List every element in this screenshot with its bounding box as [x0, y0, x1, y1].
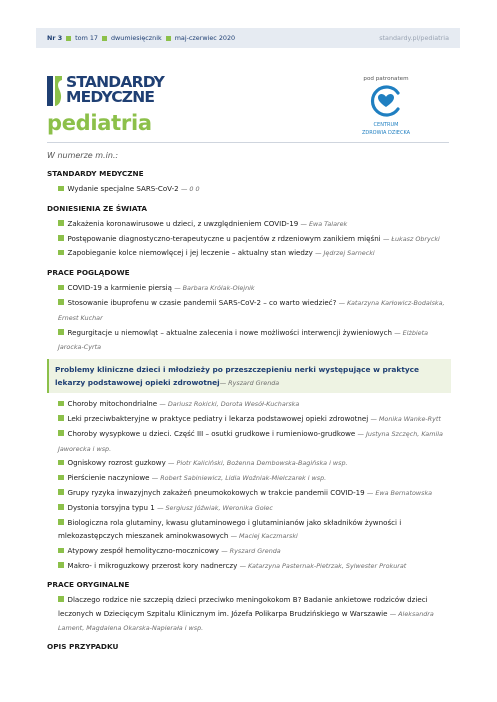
article-authors: — Ryszard Grenda — [221, 547, 281, 556]
toc-item[interactable] — [58, 397, 451, 412]
toc-item[interactable] — [58, 412, 451, 427]
featured-article-title[interactable]: Problemy kliniczne dzieci i młodzieży po przeszczepieniu nerki występujące w praktyce lekarzy podstawowej opieki zdrowotnej — [55, 365, 420, 388]
article-authors: — Piotr Kaliciński, Bożenna Dembowska-Bagińska i wsp. — [168, 459, 348, 468]
bullet-square-icon — [58, 220, 64, 226]
bullet-square-icon — [58, 299, 64, 305]
toc-item[interactable] — [58, 296, 451, 326]
toc-item[interactable] — [58, 486, 451, 501]
article-authors: — Robert Sabiniewicz, Lidia Woźniak-Mielczarek i wsp. — [151, 474, 327, 483]
toc-item[interactable] — [58, 217, 451, 232]
article-authors: — Dariusz Rokicki, Dorota Wesół-Kucharska — [159, 400, 300, 409]
bullet-square-icon — [58, 186, 64, 192]
article-authors: — Ewa Talarek — [300, 219, 348, 228]
bullet-square-icon — [58, 235, 64, 241]
section-heading: STANDARDY MEDYCZNE — [47, 169, 144, 178]
header-divider — [47, 142, 449, 143]
patronage-label: pod patronatem — [363, 76, 409, 82]
toc-item[interactable] — [58, 544, 451, 559]
bullet-square-icon — [58, 519, 64, 525]
article-title[interactable]: Choroby mitochondrialne — [67, 399, 158, 409]
heart-c-icon — [367, 85, 405, 117]
article-authors: — Katarzyna Karłowicz-Bodalska, Ernest Kuchar — [58, 298, 445, 322]
bullet-square-icon — [58, 285, 64, 291]
article-title[interactable]: Ogniskowy rozrost guzkowy — [67, 458, 166, 468]
article-title[interactable]: Pierścienie naczyniowe — [67, 473, 150, 483]
bullet-square-icon — [58, 250, 64, 256]
toc-item[interactable] — [58, 182, 451, 197]
article-title[interactable]: Choroby wysypkowe u dzieci. Część III – osutki grudkowe i rumieniowo-grudkowe — [67, 428, 356, 438]
article-title[interactable]: Grupy ryzyka inwazyjnych zakażeń pneumokokowych w trakcie pandemii COVID-19 — [67, 487, 365, 497]
bullet-square-icon — [58, 489, 64, 495]
separator-square-icon — [66, 36, 71, 41]
logo-line-1: STANDARDY — [66, 73, 165, 91]
bullet-square-icon — [58, 329, 64, 335]
article-authors: — Elżbieta Jarocka-Cyrta — [58, 328, 429, 352]
separator-square-icon — [102, 36, 107, 41]
featured-article[interactable] — [47, 359, 451, 393]
article-authors: — Jędrzej Sarnecki — [315, 249, 375, 258]
volume: tom 17 — [75, 34, 98, 42]
article-title[interactable]: Stosowanie ibuprofenu w czasie pandemii SARS-CoV-2 – co warto wiedzieć? — [67, 297, 337, 307]
toc-item[interactable] — [58, 559, 451, 574]
article-title[interactable]: Dystonia torsyjna typu 1 — [67, 502, 155, 512]
standardy-logo-icon — [47, 76, 62, 106]
article-authors: — Ewa Bernatowska — [366, 488, 433, 497]
article-title[interactable]: Makro- i mikroguzkowy przerost kory nadnerczy — [67, 560, 238, 570]
section-heading: PRACE POGLĄDOWE — [47, 268, 130, 278]
article-authors: — Katarzyna Pasternak-Pietrzak, Sylwester Prokurat — [239, 561, 407, 570]
article-title[interactable]: Biologiczna rola glutaminy, kwasu glutaminowego i glutaminianów jako składników żywności i mlekozastępczych mieszanek aminokwasowych — [58, 517, 402, 541]
article-authors: — Justyna Szczęch, Kamila Jaworecka i wsp. — [58, 429, 443, 453]
toc-item[interactable] — [58, 427, 451, 457]
table-of-contents — [47, 151, 451, 655]
article-title[interactable]: Postępowanie diagnostyczno-terapeutyczne u pacjentów z rdzeniowym zanikiem mięśni — [67, 233, 381, 243]
bullet-square-icon — [58, 415, 64, 421]
bullet-square-icon — [58, 562, 64, 568]
bullet-square-icon — [58, 475, 64, 481]
toc-item[interactable] — [58, 516, 451, 545]
toc-item[interactable] — [58, 471, 451, 486]
section-heading: DONIESIENIA ZE ŚWIATA — [47, 203, 148, 213]
toc-intro: W numerze m.in.: — [47, 151, 119, 160]
bullet-square-icon — [58, 596, 64, 602]
article-authors: — Aleksandra Lament, Magdalena Okarska-Napierała i wsp. — [58, 609, 434, 633]
article-title[interactable]: Atypowy zespół hemolityczno-mocznicowy — [67, 546, 219, 556]
section-heading: PRACE ORYGINALNE — [47, 579, 130, 589]
bullet-square-icon — [58, 430, 64, 436]
patronage-block — [356, 76, 416, 136]
toc-item[interactable] — [58, 281, 451, 296]
section-heading: OPIS PRZYPADKU — [47, 642, 119, 652]
article-title[interactable]: COVID-19 a karmienie piersią — [67, 283, 172, 293]
featured-article-authors: — Ryszard Grenda — [219, 379, 280, 388]
article-authors: — Monika Wanke-Rytt — [370, 414, 441, 423]
article-title[interactable]: Zakażenia koronawirusowe u dzieci, z uwzględnieniem COVID-19 — [67, 218, 299, 228]
article-authors: — Łukasz Obrycki — [382, 234, 440, 243]
toc-item[interactable] — [58, 232, 451, 247]
bullet-square-icon — [58, 548, 64, 554]
article-authors: — Maciej Kaczmarski — [230, 532, 298, 541]
frequency: dwumiesięcznik — [110, 34, 162, 42]
issue-number: Nr 3 — [47, 34, 63, 42]
logo-line-2: MEDYCZNE — [66, 88, 155, 106]
article-title[interactable]: Regurgitacje u niemowląt – aktualne zalecenia i nowe możliwości interwencji żywieniowych — [67, 327, 392, 337]
bullet-square-icon — [58, 401, 64, 407]
bullet-square-icon — [58, 460, 64, 466]
toc-item[interactable] — [58, 501, 451, 516]
toc-item[interactable] — [58, 593, 451, 636]
patron-name-line-1: CENTRUM — [373, 122, 399, 128]
issue-header-bar — [36, 28, 460, 48]
separator-square-icon — [166, 36, 171, 41]
article-title[interactable]: Dlaczego rodzice nie szczepią dzieci przeciwko meningokokom B? Badanie ankietowe rodziców dzieci leczonych w Dziecięcym Szpitalu Klinicznym im. Józefa Polikarpa Brudzińskiego w Warszawie — [58, 594, 428, 618]
toc-item[interactable] — [58, 246, 451, 261]
toc-item[interactable] — [58, 326, 451, 356]
article-title[interactable]: Wydanie specjalne SARS-CoV-2 — [67, 184, 179, 193]
article-title[interactable]: Leki przeciwbakteryjne w praktyce pediatry i lekarza podstawowej opieki zdrowotnej — [67, 413, 369, 423]
article-authors: — 0 0 — [180, 185, 200, 193]
article-title[interactable]: Zapobieganie kolce niemowlęcej i jej leczenie – aktualny stan wiedzy — [67, 248, 313, 258]
site-url[interactable]: standardy.pl/pediatria — [379, 34, 449, 42]
article-authors: — Sergiusz Jóźwiak, Weronika Golec — [157, 503, 273, 512]
issue-date: maj-czerwiec 2020 — [174, 34, 236, 42]
article-authors: — Barbara Królak-Olejnik — [174, 284, 255, 293]
patron-name-line-2: ZDROWIA DZIECKA — [361, 129, 411, 136]
toc-item[interactable] — [58, 456, 451, 471]
logo-wordmark — [66, 75, 164, 105]
journal-subtitle: pediatria — [47, 111, 152, 135]
issue-info — [47, 34, 235, 42]
journal-logo — [47, 75, 164, 106]
bullet-square-icon — [58, 504, 64, 510]
